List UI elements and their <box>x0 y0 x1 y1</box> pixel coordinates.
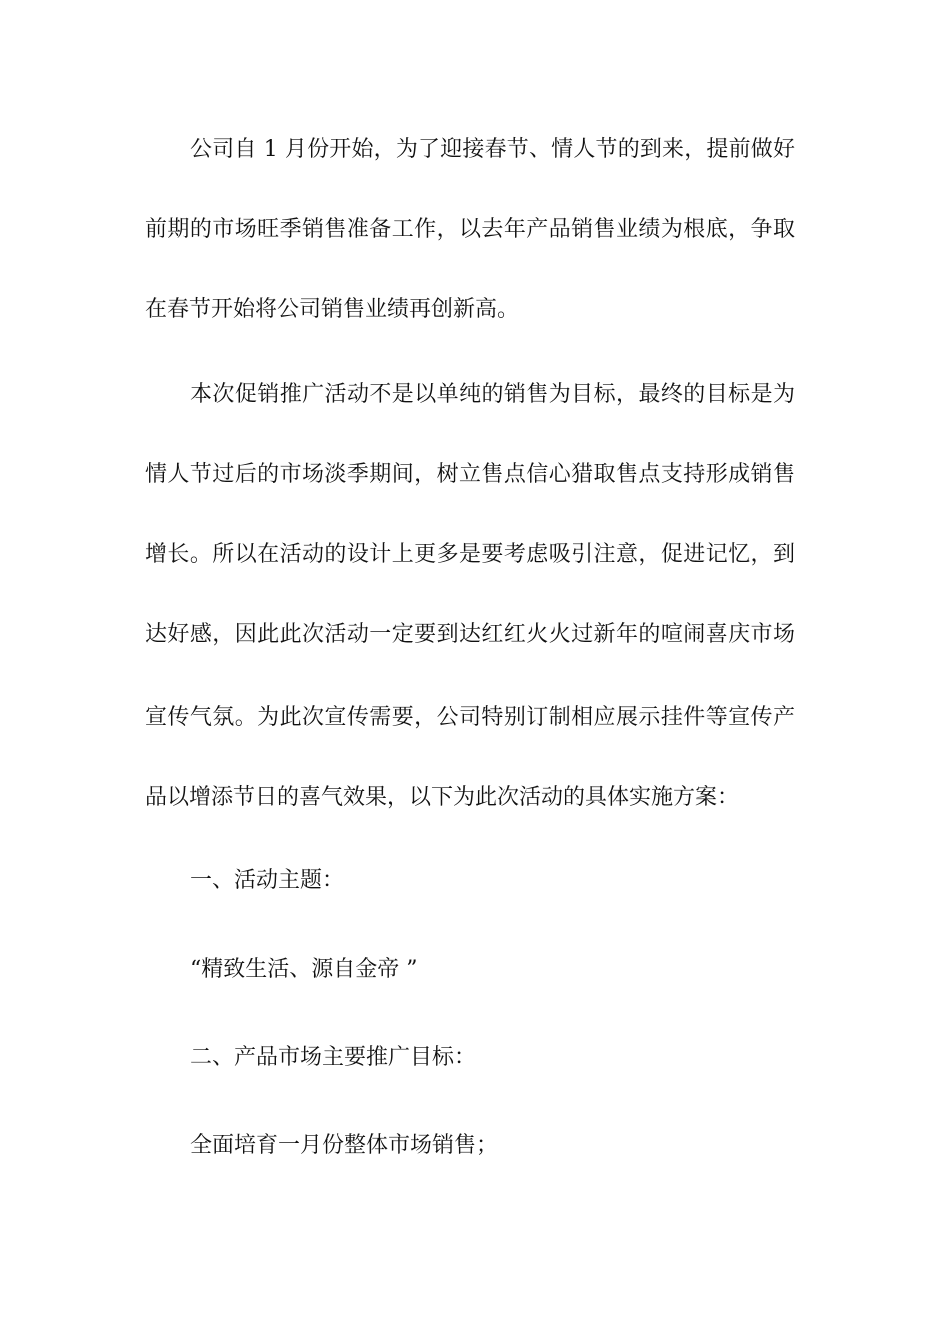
paragraph-purpose-line-4: 达好感，因此此次活动一定要到达红红火火过新年的喧闹喜庆市场 <box>145 622 795 647</box>
paragraph-intro-line-1: 公司自 1 月份开始，为了迎接春节、情人节的到来，提前做好 <box>190 137 795 162</box>
paragraph-intro-line-3: 在春节开始将公司销售业绩再创新高。 <box>145 297 520 322</box>
section-1-heading: 一、活动主题： <box>190 868 345 893</box>
paragraph-purpose-line-5: 宣传气氛。为此次宣传需要，公司特别订制相应展示挂件等宣传产 <box>145 705 795 730</box>
paragraph-purpose-line-2: 情人节过后的市场淡季期间，树立售点信心猎取售点支持形成销售 <box>145 462 795 487</box>
paragraph-purpose-line-6: 品以增添节日的喜气效果，以下为此次活动的具体实施方案： <box>145 785 740 810</box>
paragraph-intro-line-2: 前期的市场旺季销售准备工作，以去年产品销售业绩为根底，争取 <box>145 217 795 242</box>
theme-text: “精致生活、源自金帝 ” <box>190 957 418 982</box>
paragraph-purpose-line-1: 本次促销推广活动不是以单纯的销售为目标，最终的目标是为 <box>190 382 795 407</box>
section-2-heading: 二、产品市场主要推广目标： <box>190 1045 477 1070</box>
paragraph-purpose-line-3: 增长。所以在活动的设计上更多是要考虑吸引注意，促进记忆，到 <box>145 542 795 567</box>
goal-item-1: 全面培育一月份整体市场销售； <box>190 1133 499 1158</box>
